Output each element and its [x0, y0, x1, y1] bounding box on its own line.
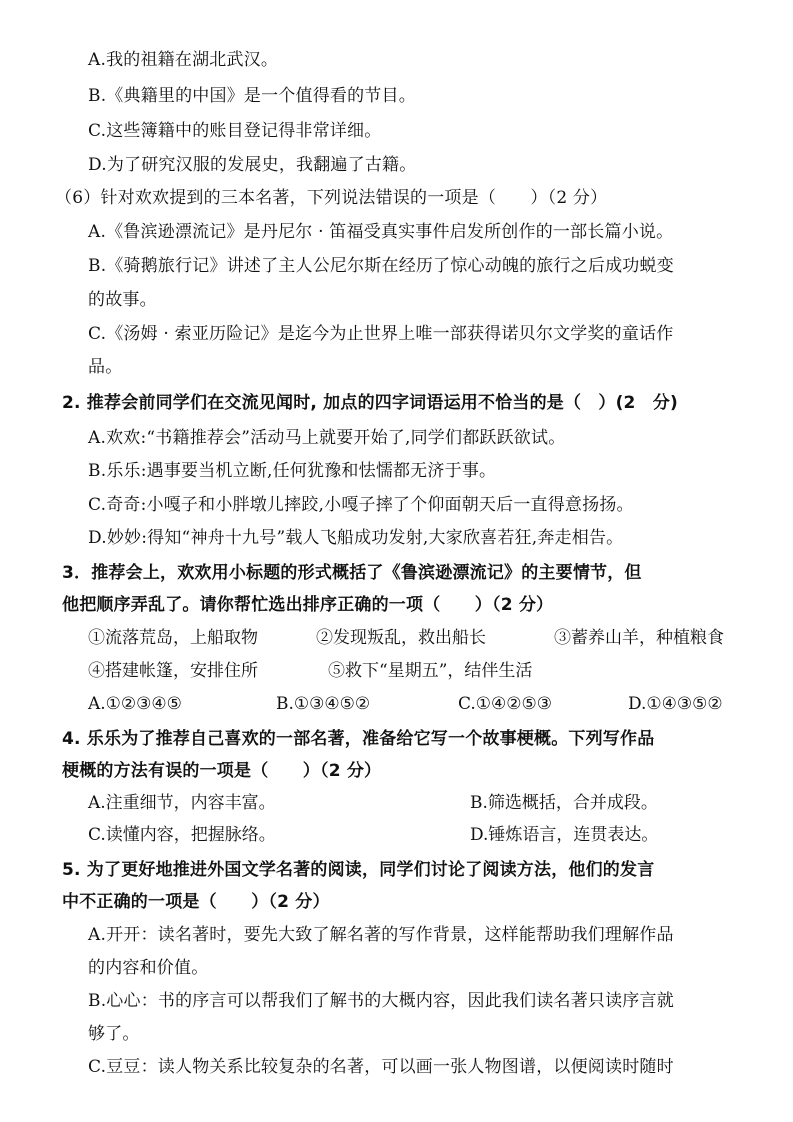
option-b-line: B.《典籍里的中国》是一个值得看的节目。 — [88, 86, 416, 106]
plot-item-3: ③蓄养山羊，种植粮食 — [554, 628, 724, 648]
question-5-option-c: C.豆豆：读人物关系比较复杂的名著，可以画一张人物图谱，以便阅读时随时 — [88, 1057, 674, 1077]
plot-item-1: ①流落荒岛，上船取物 — [88, 628, 258, 648]
question-6-stem: （6）针对欢欢提到的三本名著，下列说法错误的一项是（ ）（2 分） — [55, 188, 608, 208]
question-6-option-c: C.《汤姆 · 索亚历险记》是迄今为止世界上唯一部获得诺贝尔文学奖的童话作 — [88, 324, 674, 344]
question-3-items-row-2 — [88, 659, 768, 683]
question-6-option-b-cont: 的故事。 — [88, 290, 157, 310]
question-2-option-c: C.奇奇:小嘎子和小胖墩儿摔跤,小嘎子摔了个仰面朝天后一直得意扬扬。 — [88, 495, 634, 515]
question-3-option-c: C.①④②⑤③ — [458, 694, 553, 714]
option-a-line: A.我的祖籍在湖北武汉。 — [88, 50, 279, 70]
option-c-line: C.这些簿籍中的账目登记得非常详细。 — [88, 121, 382, 141]
question-5-option-a: A.开开：读名著时，要先大致了解名著的写作背景，这样能帮助我们理解作品 — [88, 925, 674, 945]
question-5-option-b-cont: 够了。 — [88, 1024, 140, 1044]
question-3-option-a: A.①②③④⑤ — [88, 694, 182, 714]
question-5-option-a-cont: 的内容和价值。 — [88, 958, 209, 978]
question-4-option-c: C.读懂内容，把握脉络。 — [88, 825, 276, 845]
plot-item-2: ②发现叛乱，救出船长 — [316, 628, 486, 648]
question-4-option-a: A.注重细节，内容丰富。 — [88, 793, 276, 813]
question-4-stem: 4. 乐乐为了推荐自己喜欢的一部名著，准备给它写一个故事梗概。下列写作品 — [62, 729, 655, 749]
question-3-option-b: B.①③④⑤② — [276, 694, 371, 714]
question-4-options-row-2 — [88, 823, 768, 847]
question-6-option-b: B.《骑鹅旅行记》讲述了主人公尼尔斯在经历了惊心动魄的旅行之后成功蜕变 — [88, 256, 674, 276]
question-2-option-a: A.欢欢:“书籍推荐会”活动马上就要开始了,同学们都跃跃欲试。 — [88, 428, 566, 448]
plot-item-5: ⑤救下“星期五”，结伴生活 — [328, 661, 533, 681]
question-5-stem-cont: 中不正确的一项是（ ）（2 分） — [62, 892, 330, 912]
question-2-option-d: D.妙妙:得知“神舟十九号”载人飞船成功发射,大家欣喜若狂,奔走相告。 — [88, 528, 624, 548]
question-4-stem-cont: 梗概的方法有误的一项是（ ）（2 分） — [62, 761, 382, 781]
question-3-items-row-1 — [88, 626, 768, 650]
plot-item-4: ④搭建帐篷，安排住所 — [88, 661, 258, 681]
question-5-option-b: B.心心：书的序言可以帮我们了解书的大概内容，因此我们读名著只读序言就 — [88, 991, 674, 1011]
question-4-option-d: D.锤炼语言，连贯表达。 — [470, 825, 659, 845]
question-3-stem-cont: 他把顺序弄乱了。请你帮忙选出排序正确的一项（ ）（2 分） — [62, 595, 554, 615]
question-3-stem: 3．推荐会上，欢欢用小标题的形式概括了《鲁滨逊漂流记》的主要情节，但 — [62, 563, 642, 583]
option-d-line: D.为了研究汉服的发展史，我翻遍了古籍。 — [88, 155, 417, 175]
question-3-options-row — [88, 692, 768, 716]
question-2-stem: 2. 推荐会前同学们在交流见闻时, 加点的四字词语运用不恰当的是（ ）(2 分) — [62, 393, 678, 413]
question-4-option-b: B.筛选概括，合并成段。 — [470, 793, 658, 813]
question-3-option-d: D.①④③⑤② — [628, 694, 723, 714]
question-4-options-row-1 — [88, 791, 768, 815]
question-6-option-c-cont: 品。 — [88, 357, 123, 377]
question-5-stem: 5. 为了更好地推进外国文学名著的阅读，同学们讨论了阅读方法，他们的发言 — [62, 860, 655, 880]
question-6-option-a: A.《鲁滨逊漂流记》是丹尼尔 · 笛福受真实事件启发所创作的一部长篇小说。 — [88, 222, 674, 242]
question-2-option-b: B.乐乐:遇事要当机立断,任何犹豫和怯懦都无济于事。 — [88, 461, 497, 481]
